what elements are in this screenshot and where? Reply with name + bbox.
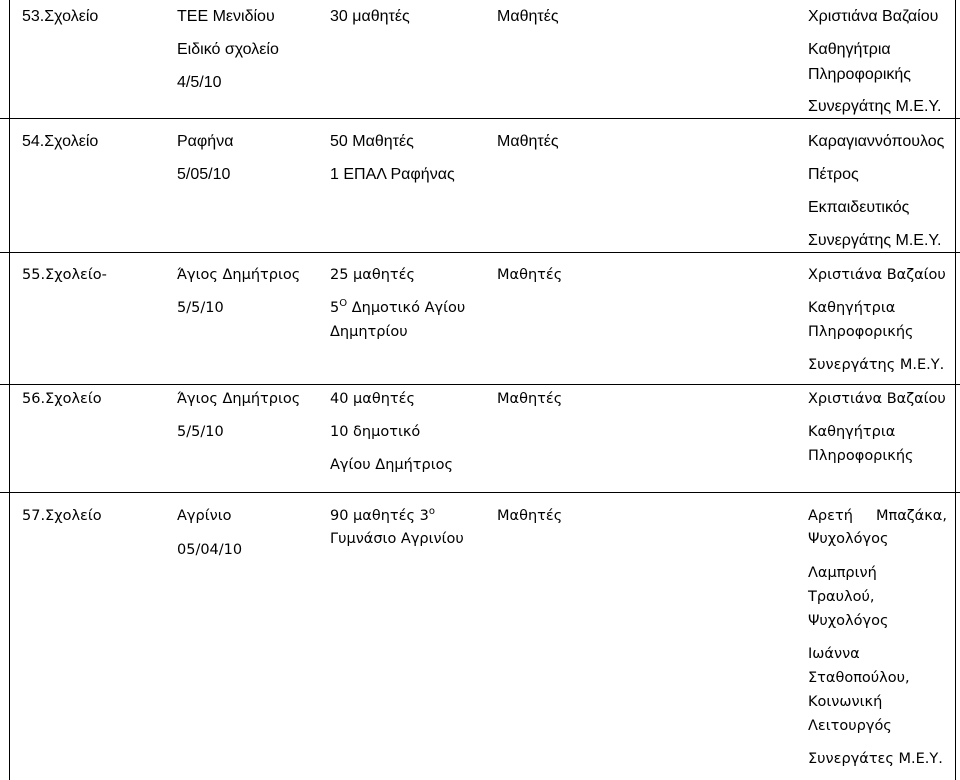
- speaker-cell: Πέτρος: [808, 166, 859, 183]
- speaker-cell: Ιωάννα: [808, 646, 860, 662]
- speaker-cell: Μπαζάκα,: [876, 508, 947, 524]
- students-cell: Δημητρίου: [330, 324, 408, 340]
- speaker-cell: Ψυχολόγος: [808, 613, 889, 629]
- date-cell: 5/5/10: [177, 424, 224, 440]
- speaker-cell: Λειτουργός: [808, 718, 892, 734]
- audience-cell: Μαθητές: [497, 508, 563, 524]
- students-cell: 30 μαθητές: [330, 8, 410, 25]
- row-divider: [0, 252, 960, 253]
- speaker-cell: Λαμπρινή: [808, 565, 877, 581]
- speaker-cell: Εκπαιδευτικός: [808, 199, 910, 216]
- place-cell: Ειδικό σχολείο: [177, 41, 279, 58]
- place-cell: Αγρίνιο: [177, 508, 232, 524]
- speaker-cell: Ψυχολόγος: [808, 531, 889, 547]
- speaker-cell: Συνεργάτης Μ.Ε.Υ.: [808, 357, 945, 373]
- row-divider: [0, 384, 960, 385]
- students-cell: 25 μαθητές: [330, 267, 415, 283]
- speaker-cell: Καθηγήτρια: [808, 41, 891, 58]
- speaker-cell: Καραγιαννόπουλος: [808, 133, 945, 150]
- speaker-cell: Πληροφορικής: [808, 324, 914, 340]
- row-divider: [0, 492, 960, 493]
- school-cell: 56.Σχολείο: [22, 391, 102, 407]
- audience-cell: Μαθητές: [497, 391, 563, 407]
- audience-cell: Μαθητές: [497, 8, 559, 25]
- school-cell: 55.Σχολείο-: [22, 267, 107, 283]
- school-cell: 57.Σχολείο: [22, 508, 102, 524]
- date-cell: 5/05/10: [177, 166, 231, 183]
- school-cell: 53.Σχολείο: [22, 8, 99, 25]
- date-cell: 05/04/10: [177, 542, 243, 558]
- students-cell: Αγίου Δημήτριος: [330, 457, 454, 473]
- students-cell: 40 μαθητές: [330, 391, 415, 407]
- speaker-cell: Πληροφορικής: [808, 66, 911, 83]
- audience-cell: Μαθητές: [497, 267, 563, 283]
- speaker-cell: Συνεργάτης Μ.Ε.Υ.: [808, 232, 942, 249]
- place-cell: Ραφήνα: [177, 133, 234, 150]
- speaker-cell: Χριστιάνα Βαζαίου: [808, 8, 939, 25]
- column-divider: [955, 0, 956, 780]
- students-cell: Γυμνάσιο Αγρινίου: [330, 531, 464, 547]
- date-cell: 5/5/10: [177, 300, 224, 316]
- students-cell: 50 Μαθητές: [330, 133, 414, 150]
- place-cell: Άγιος Δημήτριος: [177, 391, 301, 407]
- date-cell: 4/5/10: [177, 74, 222, 91]
- school-cell: 54.Σχολείο: [22, 133, 99, 150]
- speaker-cell: Κοινωνική: [808, 694, 883, 710]
- place-cell: Άγιος Δημήτριος: [177, 267, 301, 283]
- speaker-cell: Καθηγήτρια: [808, 300, 896, 316]
- speaker-cell: Καθηγήτρια: [808, 424, 896, 440]
- speaker-cell: Αρετή: [808, 508, 853, 524]
- students-cell: 1 ΕΠΑΛ Ραφήνας: [330, 166, 455, 183]
- speaker-cell: Συνεργάτης Μ.Ε.Υ.: [808, 98, 942, 115]
- audience-cell: Μαθητές: [497, 133, 559, 150]
- speaker-cell: Συνεργάτες Μ.Ε.Υ.: [808, 751, 943, 767]
- speaker-cell: Πληροφορικής: [808, 448, 914, 464]
- column-divider: [9, 0, 10, 780]
- speaker-cell: Τραυλού,: [808, 589, 875, 605]
- students-cell: 10 δημοτικό: [330, 424, 421, 440]
- students-cell: 90 μαθητές $3^o$: [330, 506, 435, 524]
- speaker-cell: Χριστιάνα Βαζαίου: [808, 391, 946, 407]
- students-cell: $5^O$ Δημοτικό Αγίου: [330, 298, 466, 316]
- place-cell: ΤΕΕ Μενιδίου: [177, 8, 275, 25]
- speaker-cell: Χριστιάνα Βαζαίου: [808, 267, 946, 283]
- row-divider: [0, 118, 960, 119]
- speaker-cell: Σταθοπούλου,: [808, 670, 910, 686]
